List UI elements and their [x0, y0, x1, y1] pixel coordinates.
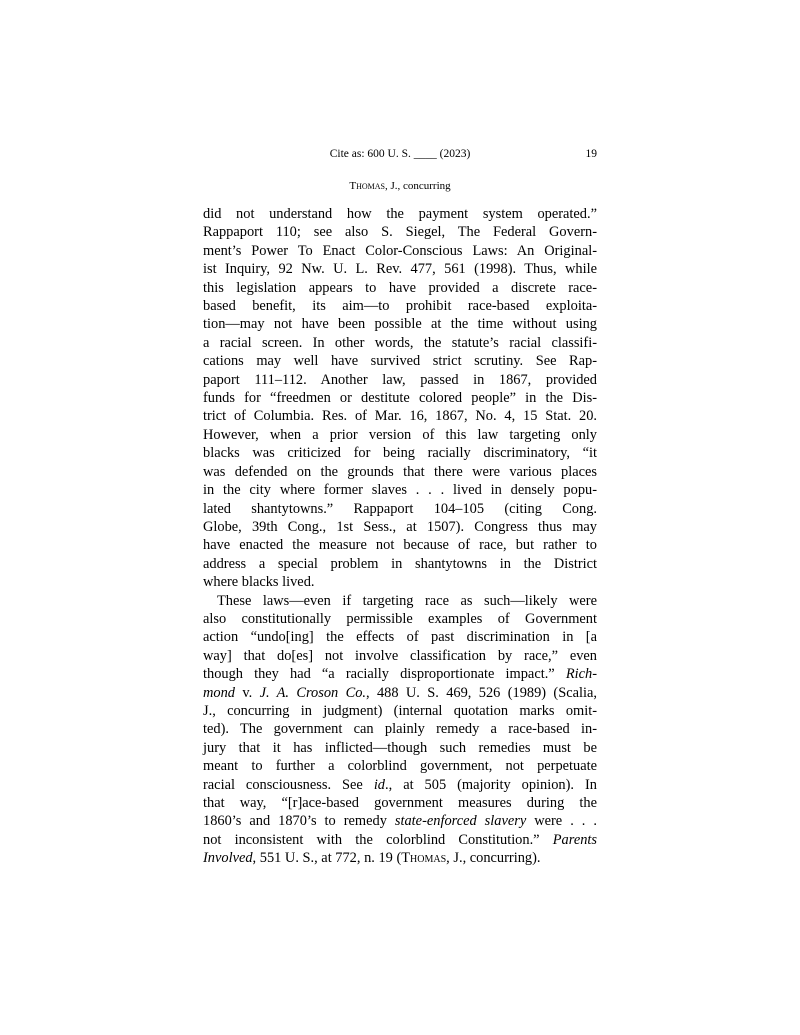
text-line: way] that do[es] not involve classification by race,” even: [203, 647, 597, 664]
text-line: did not understand how the payment system operated.”: [203, 206, 597, 222]
text-line: based benefit, its aim—to prohibit race-based exploita-: [203, 298, 597, 315]
case-name-italic: J. A. Croson Co.: [259, 684, 366, 701]
text-line: was defended on the grounds that there were various places: [203, 463, 597, 480]
citation-italic: id: [373, 776, 386, 793]
text-segment: , 488 U. S. 469, 526 (1989) (Scalia,: [366, 684, 597, 701]
text-line: have enacted the measure not because of race, but rather to: [203, 537, 597, 554]
text-line: [203, 812, 597, 830]
text-line: paport 111–112. Another law, passed in 1867, provided: [203, 371, 597, 388]
case-name-italic: mond: [203, 684, 235, 701]
text-line: trict of Columbia. Res. of Mar. 16, 1867, No. 4, 15 Stat. 20.: [203, 408, 597, 425]
text-line: funds for “freedmen or destitute colored people” in the Dis-: [203, 390, 597, 407]
case-name-italic: Rich-: [565, 666, 597, 683]
text-line: Globe, 39th Cong., 1st Sess., at 1507). Congress thus may: [203, 518, 597, 535]
author-name: Thomas: [349, 180, 385, 192]
text-line: ist Inquiry, 92 Nw. U. L. Rev. 477, 561 (1998). Thus, while: [203, 261, 597, 278]
text-segment: racial consciousness. See: [203, 776, 374, 793]
text-segment: not inconsistent with the colorblind Constitution.”: [203, 831, 553, 848]
text-line: meant to further a colorblind government, not perpetuate: [203, 758, 597, 775]
emphasis-italic: state-enforced slavery: [394, 813, 527, 830]
text-segment: ., at 505 (majority opinion). In: [385, 776, 597, 793]
text-line: action “undo[ing] the effects of past discrimination in [a: [203, 629, 597, 646]
text-line: that way, “[r]ace-based government measures during the: [203, 795, 597, 811]
text-segment: , J., concurring).: [446, 850, 541, 867]
text-line: [203, 849, 597, 867]
text-line: [203, 831, 597, 849]
page-number: 19: [585, 148, 597, 160]
text-line: J., concurring in judgment) (internal quotation marks omit-: [203, 702, 597, 719]
text-segment: , 551 U. S., at 772, n. 19 (: [252, 850, 402, 867]
text-line: tion—may not have been possible at the time without using: [203, 316, 597, 333]
text-segment: though they had “a racially disproportionate impact.”: [203, 666, 566, 683]
text-line: Rappaport 110; see also S. Siegel, The Federal Govern-: [203, 224, 597, 241]
text-line: [203, 665, 597, 683]
text-segment: v.: [234, 684, 260, 701]
text-line: [203, 684, 597, 702]
text-line: However, when a prior version of this law targeting only: [203, 426, 597, 443]
text-segment: were . . .: [526, 813, 597, 830]
opinion-body: [203, 205, 597, 868]
text-line: blacks was criticized for being racially discriminatory, “it: [203, 445, 597, 462]
opinion-author-header: [203, 180, 597, 192]
text-line: lated shantytowns.” Rappaport 104–105 (citing Cong.: [203, 500, 597, 517]
text-line: jury that it has inflicted—though such remedies must be: [203, 739, 597, 756]
text-line: a racial screen. In other words, the statute’s racial classifi-: [203, 334, 597, 351]
text-line: [203, 776, 597, 794]
text-line: ted). The government can plainly remedy a race-based in-: [203, 721, 597, 738]
justice-name: Thomas: [401, 850, 447, 867]
paragraph-1: [203, 205, 597, 592]
case-name-italic: Involved: [203, 850, 253, 867]
text-line: in the city where former slaves . . . lived in densely popu-: [203, 482, 597, 499]
case-name-italic: Parents: [552, 831, 597, 848]
text-line: cations may well have survived strict scrutiny. See Rap-: [203, 353, 597, 370]
text-segment: 1860’s and 1870’s to remedy: [203, 813, 395, 830]
citation-header: Cite as: 600 U. S. ____ (2023): [329, 148, 471, 160]
text-line: address a special problem in shantytowns in the District: [203, 555, 597, 572]
text-line: ment’s Power To Enact Color-Conscious Laws: An Original-: [203, 242, 597, 259]
text-line: These laws—even if targeting race as such—likely were: [217, 592, 597, 609]
text-line: this legislation appears to have provided a discrete race-: [203, 279, 597, 296]
author-role: , J., concurring: [384, 180, 451, 192]
text-line: also constitutionally permissible examples of Government: [203, 610, 597, 627]
text-line: where blacks lived.: [203, 574, 315, 591]
running-header: [203, 148, 597, 166]
paragraph-2: [203, 592, 597, 868]
